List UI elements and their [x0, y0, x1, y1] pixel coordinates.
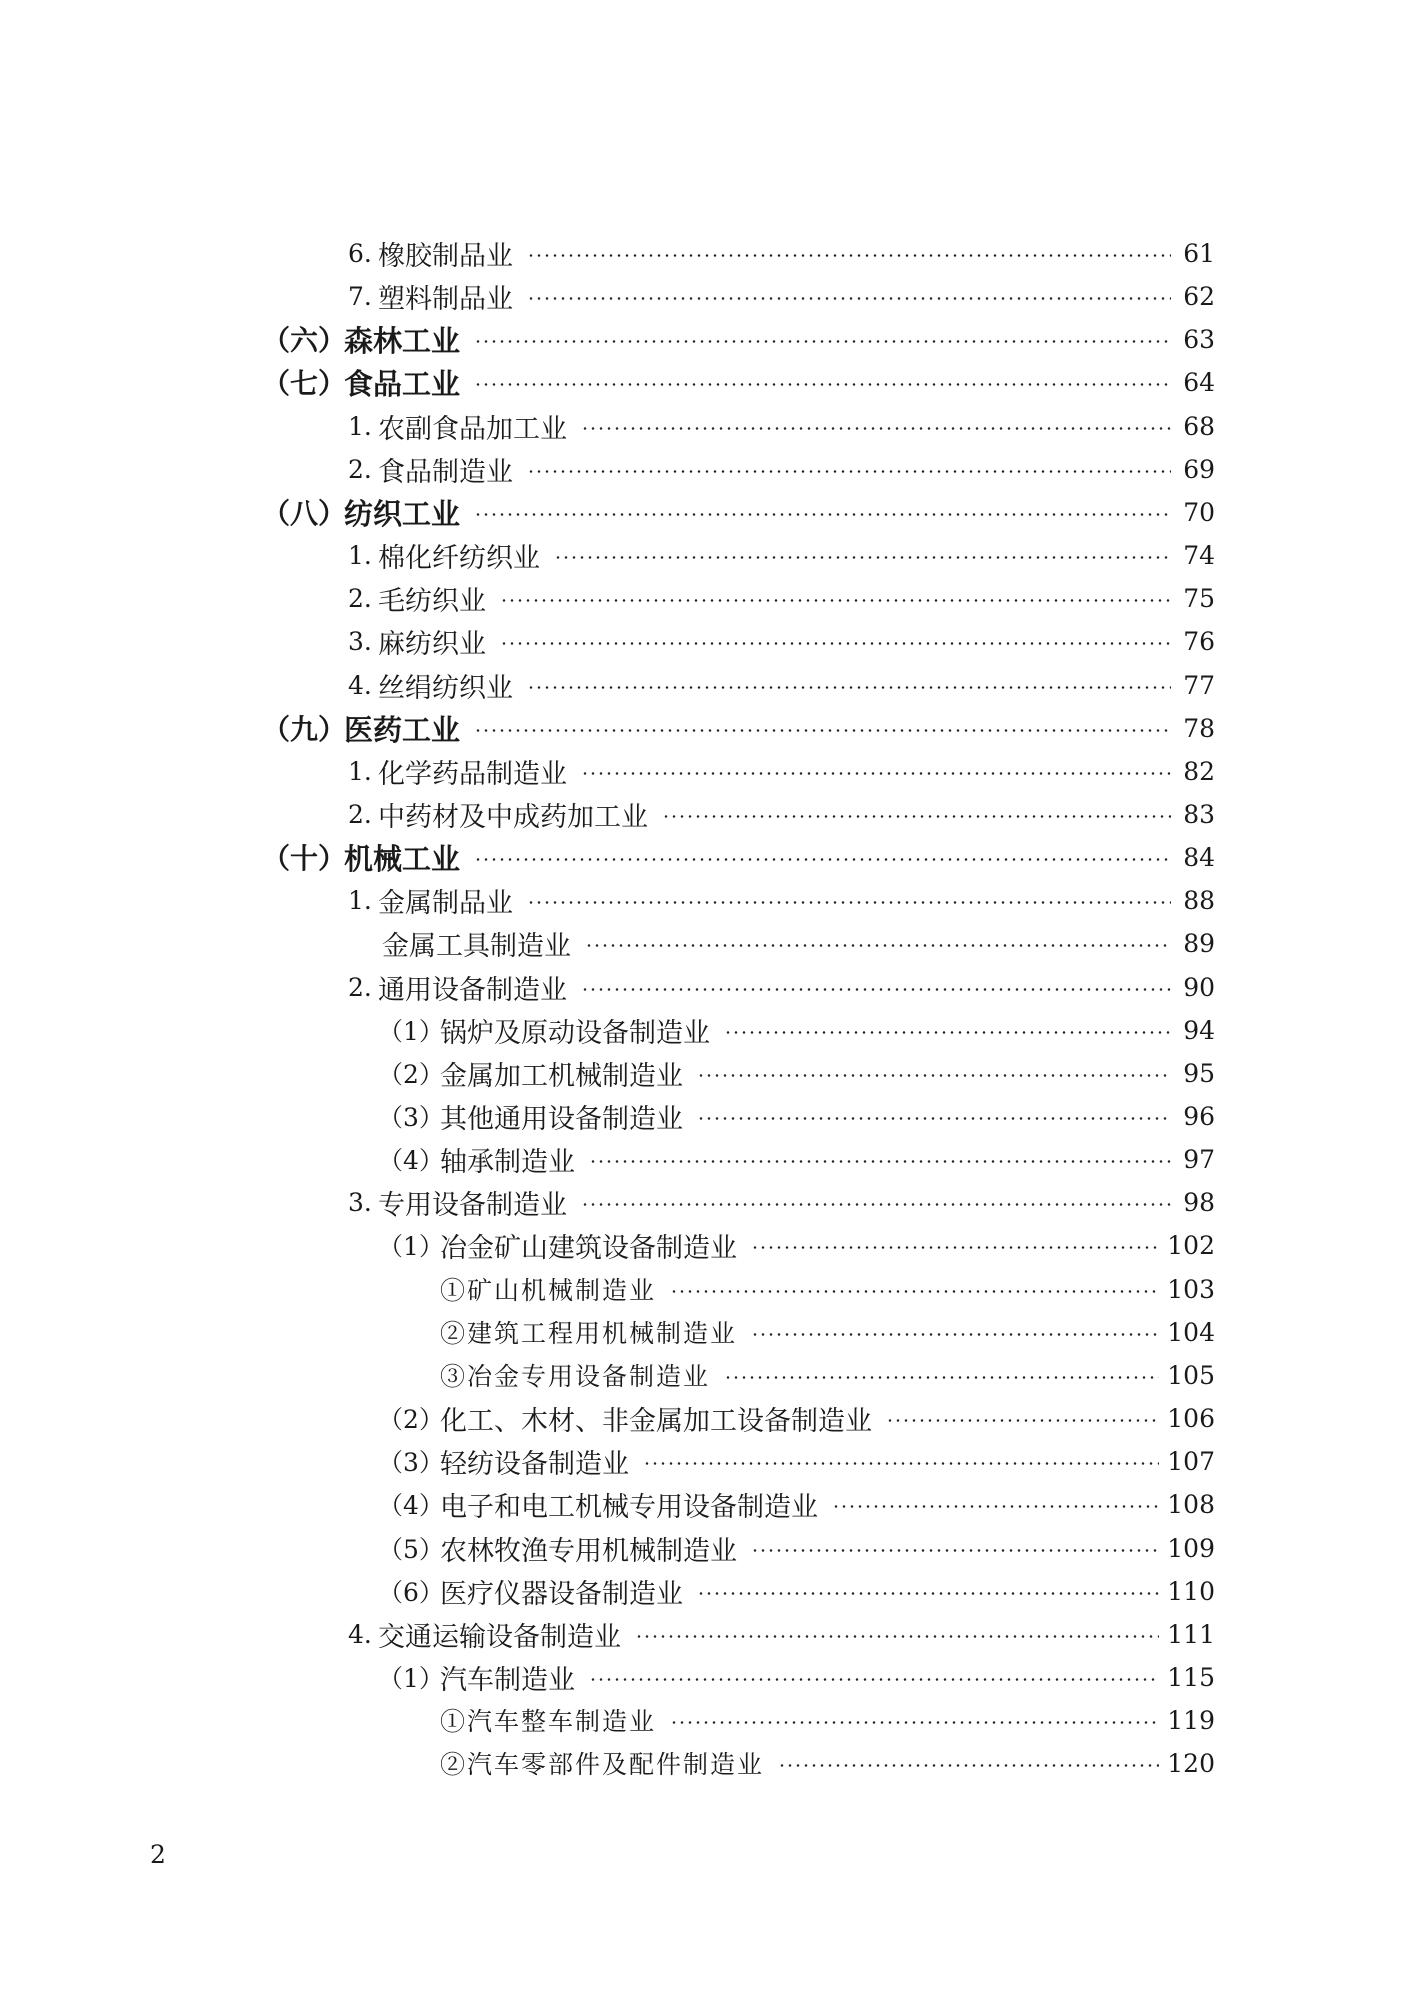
toc-entry-page: 109 — [1167, 1533, 1215, 1563]
toc-entry-page: 96 — [1183, 1101, 1215, 1131]
toc-entry[interactable] — [348, 236, 1215, 270]
toc-entry[interactable] — [262, 495, 1215, 529]
toc-entry[interactable] — [378, 1099, 1215, 1133]
toc-entry-title: 麻纺织业 — [378, 628, 486, 660]
toc-entry-title: ②建筑工程用机械制造业 — [440, 1319, 738, 1348]
toc-entry[interactable] — [348, 668, 1215, 702]
toc-entry-number: （八） — [262, 497, 347, 530]
toc-entry[interactable] — [348, 797, 1215, 831]
toc-entry-page: 63 — [1183, 324, 1215, 354]
toc-entry[interactable] — [378, 1487, 1215, 1521]
toc-entry-title: 塑料制品业 — [378, 283, 513, 315]
toc-entry-title: 棉化纤纺织业 — [378, 542, 540, 574]
toc-entry-page: 90 — [1183, 972, 1215, 1002]
toc-entry-page: 74 — [1183, 540, 1215, 570]
toc-entry[interactable] — [262, 840, 1215, 874]
dot-leader — [662, 814, 1171, 818]
dot-leader — [697, 1116, 1171, 1120]
toc-entry-number: （1） — [378, 1232, 444, 1261]
dot-leader — [500, 598, 1171, 602]
toc-entry-title: 丝绢纺织业 — [378, 672, 513, 704]
toc-entry-page: 89 — [1183, 928, 1215, 958]
toc-entry-title: 食品制造业 — [378, 456, 513, 488]
toc-entry[interactable] — [348, 1185, 1215, 1219]
toc-entry-title: 毛纺织业 — [378, 585, 486, 617]
dot-leader — [589, 1677, 1159, 1681]
toc-entry[interactable] — [378, 1444, 1215, 1478]
dot-leader — [886, 1418, 1159, 1422]
dot-leader — [643, 1461, 1159, 1465]
toc-entry-page: 84 — [1183, 842, 1215, 872]
toc-entry-number: （3） — [378, 1103, 444, 1132]
toc-entry-page: 105 — [1167, 1360, 1215, 1390]
toc-entry-page: 108 — [1167, 1489, 1215, 1519]
toc-entry-title: 医疗仪器设备制造业 — [440, 1578, 683, 1610]
toc-entry-title: 森林工业 — [344, 323, 461, 358]
toc-entry-number: （六） — [262, 324, 347, 357]
toc-entry[interactable] — [378, 1660, 1215, 1694]
toc-entry-number: （2） — [378, 1060, 444, 1089]
toc-entry-number: 1. — [348, 411, 372, 441]
toc-entry[interactable] — [262, 711, 1215, 745]
dot-leader — [474, 728, 1171, 732]
dot-leader — [697, 1073, 1171, 1077]
toc-entry-number: （3） — [378, 1448, 444, 1477]
dot-leader — [474, 339, 1171, 343]
toc-entry-title: 轴承制造业 — [440, 1146, 575, 1178]
toc-entry[interactable] — [378, 1013, 1215, 1047]
toc-entry-page: 75 — [1183, 583, 1215, 613]
toc-entry-page: 76 — [1183, 626, 1215, 656]
toc-entry-page: 98 — [1183, 1187, 1215, 1217]
toc-entry-page: 111 — [1167, 1619, 1215, 1649]
toc-entry-number: 1. — [348, 540, 372, 570]
toc-entry[interactable] — [378, 1142, 1215, 1176]
toc-entry-title: 专用设备制造业 — [378, 1189, 567, 1221]
toc-entry-page: 70 — [1183, 497, 1215, 527]
toc-entry-page: 69 — [1183, 454, 1215, 484]
dot-leader — [724, 1375, 1159, 1379]
toc-entry-title: 农林牧渔专用机械制造业 — [440, 1535, 737, 1567]
dot-leader — [527, 685, 1171, 689]
toc-entry[interactable] — [348, 279, 1215, 313]
toc-entry[interactable] — [348, 1617, 1215, 1651]
toc-entry-page: 82 — [1183, 756, 1215, 786]
toc-entry-title: 冶金矿山建筑设备制造业 — [440, 1232, 737, 1264]
toc-entry[interactable] — [440, 1358, 1215, 1392]
toc-entry-page: 120 — [1167, 1748, 1215, 1778]
toc-entry-title: ②汽车零部件及配件制造业 — [440, 1750, 765, 1779]
toc-entry-title: 纺织工业 — [344, 496, 461, 531]
toc-entry[interactable] — [378, 1401, 1215, 1435]
dot-leader — [581, 987, 1171, 991]
toc-entry[interactable] — [440, 1703, 1215, 1737]
toc-entry-title: 化学药品制造业 — [378, 758, 567, 790]
toc-entry-title: 中药材及中成药加工业 — [378, 801, 648, 833]
toc-entry-number: 4. — [348, 670, 372, 700]
toc-entry-page: 83 — [1183, 799, 1215, 829]
toc-entry-title: 轻纺设备制造业 — [440, 1448, 629, 1480]
toc-entry-number: （4） — [378, 1491, 444, 1520]
toc-entry-number: 1. — [348, 756, 372, 786]
toc-entry-page: 102 — [1167, 1230, 1215, 1260]
toc-entry[interactable] — [348, 754, 1215, 788]
dot-leader — [527, 296, 1171, 300]
toc-entry[interactable] — [382, 926, 1215, 960]
toc-entry-page: 97 — [1183, 1144, 1215, 1174]
dot-leader — [474, 382, 1171, 386]
toc-entry-number: 3. — [348, 1187, 372, 1217]
dot-leader — [751, 1245, 1159, 1249]
dot-leader — [697, 1591, 1159, 1595]
toc-entry[interactable] — [348, 970, 1215, 1004]
toc-entry-page: 61 — [1183, 238, 1215, 268]
toc-entry-title: 食品工业 — [344, 366, 461, 401]
toc-entry-page: 104 — [1167, 1317, 1215, 1347]
toc-entry-page: 64 — [1183, 367, 1215, 397]
dot-leader — [581, 426, 1171, 430]
toc-entry-title: 机械工业 — [344, 841, 461, 876]
toc-entry-title: 交通运输设备制造业 — [378, 1621, 621, 1653]
toc-entry-title: 金属工具制造业 — [382, 930, 571, 962]
toc-entry-page: 78 — [1183, 713, 1215, 743]
dot-leader — [724, 1030, 1171, 1034]
toc-entry[interactable] — [378, 1228, 1215, 1262]
toc-entry-page: 115 — [1167, 1662, 1215, 1692]
toc-entry-page: 62 — [1183, 281, 1215, 311]
toc-entry[interactable] — [348, 624, 1215, 658]
dot-leader — [589, 1159, 1171, 1163]
toc-entry-title: ①矿山机械制造业 — [440, 1276, 657, 1305]
toc-entry-number: 2. — [348, 799, 372, 829]
dot-leader — [554, 555, 1171, 559]
toc-entry-page: 119 — [1167, 1705, 1215, 1735]
toc-entry-number: 6. — [348, 238, 372, 268]
dot-leader — [527, 469, 1171, 473]
toc-entry-number: 7. — [348, 281, 372, 311]
toc-entry-title: 橡胶制品业 — [378, 240, 513, 272]
toc-entry[interactable] — [348, 538, 1215, 572]
toc-entry[interactable] — [440, 1272, 1215, 1306]
dot-leader — [751, 1332, 1159, 1336]
toc-entry-title: 金属加工机械制造业 — [440, 1060, 683, 1092]
toc-entry-page: 94 — [1183, 1015, 1215, 1045]
dot-leader — [474, 512, 1171, 516]
toc-entry-title: 电子和电工机械专用设备制造业 — [440, 1491, 818, 1523]
toc-entry-page: 77 — [1183, 670, 1215, 700]
toc-entry-number: 2. — [348, 454, 372, 484]
toc-entry-title: 农副食品加工业 — [378, 413, 567, 445]
toc-entry-number: （1） — [378, 1664, 444, 1693]
dot-leader — [474, 857, 1171, 861]
toc-entry-number: （6） — [378, 1578, 444, 1607]
dot-leader — [635, 1634, 1159, 1638]
dot-leader — [670, 1289, 1159, 1293]
toc-entry-page: 110 — [1167, 1576, 1215, 1606]
toc-entry[interactable] — [262, 322, 1215, 356]
toc-entry-number: 2. — [348, 972, 372, 1002]
toc-entry[interactable] — [348, 883, 1215, 917]
toc-entry-title: 锅炉及原动设备制造业 — [440, 1017, 710, 1049]
toc-entry-title: ①汽车整车制造业 — [440, 1707, 657, 1736]
toc-entry-title: 其他通用设备制造业 — [440, 1103, 683, 1135]
toc-entry[interactable] — [440, 1315, 1215, 1349]
toc-entry-number: 4. — [348, 1619, 372, 1649]
toc-entry-number: 1. — [348, 885, 372, 915]
dot-leader — [670, 1720, 1159, 1724]
dot-leader — [500, 641, 1171, 645]
dot-leader — [832, 1504, 1159, 1508]
dot-leader — [751, 1548, 1159, 1552]
toc-entry-number: （十） — [262, 842, 347, 875]
dot-leader — [778, 1763, 1159, 1767]
page-number: 2 — [150, 1840, 166, 1869]
dot-leader — [527, 900, 1171, 904]
toc-entry-number: 2. — [348, 583, 372, 613]
toc-entry[interactable] — [378, 1574, 1215, 1608]
toc-entry[interactable] — [348, 581, 1215, 615]
toc-entry-page: 106 — [1167, 1403, 1215, 1433]
toc-entry[interactable] — [262, 365, 1215, 399]
toc-entry-title: ③冶金专用设备制造业 — [440, 1362, 711, 1391]
toc-entry-title: 医药工业 — [344, 712, 461, 747]
toc-entry[interactable] — [348, 409, 1215, 443]
toc-entry-page: 68 — [1183, 411, 1215, 441]
dot-leader — [585, 943, 1171, 947]
toc-entry-number: （5） — [378, 1535, 444, 1564]
toc-entry-page: 107 — [1167, 1446, 1215, 1476]
toc-entry[interactable] — [348, 452, 1215, 486]
toc-entry-title: 金属制品业 — [378, 887, 513, 919]
toc-entry-title: 汽车制造业 — [440, 1664, 575, 1696]
toc-entry[interactable] — [378, 1531, 1215, 1565]
toc-entry-page: 103 — [1167, 1274, 1215, 1304]
toc-entry-number: （2） — [378, 1405, 444, 1434]
toc-entry-title: 化工、木材、非金属加工设备制造业 — [440, 1405, 872, 1437]
toc-entry-number: （1） — [378, 1017, 444, 1046]
toc-entry-title: 通用设备制造业 — [378, 974, 567, 1006]
dot-leader — [581, 1202, 1171, 1206]
toc-entry[interactable] — [378, 1056, 1215, 1090]
toc-entry-page: 95 — [1183, 1058, 1215, 1088]
toc-entry-number: （九） — [262, 713, 347, 746]
dot-leader — [527, 253, 1171, 257]
toc-entry-number: （七） — [262, 367, 347, 400]
toc-entry-page: 88 — [1183, 885, 1215, 915]
toc-entry-number: 3. — [348, 626, 372, 656]
toc-entry[interactable] — [440, 1746, 1215, 1780]
toc-entry-number: （4） — [378, 1146, 444, 1175]
dot-leader — [581, 771, 1171, 775]
